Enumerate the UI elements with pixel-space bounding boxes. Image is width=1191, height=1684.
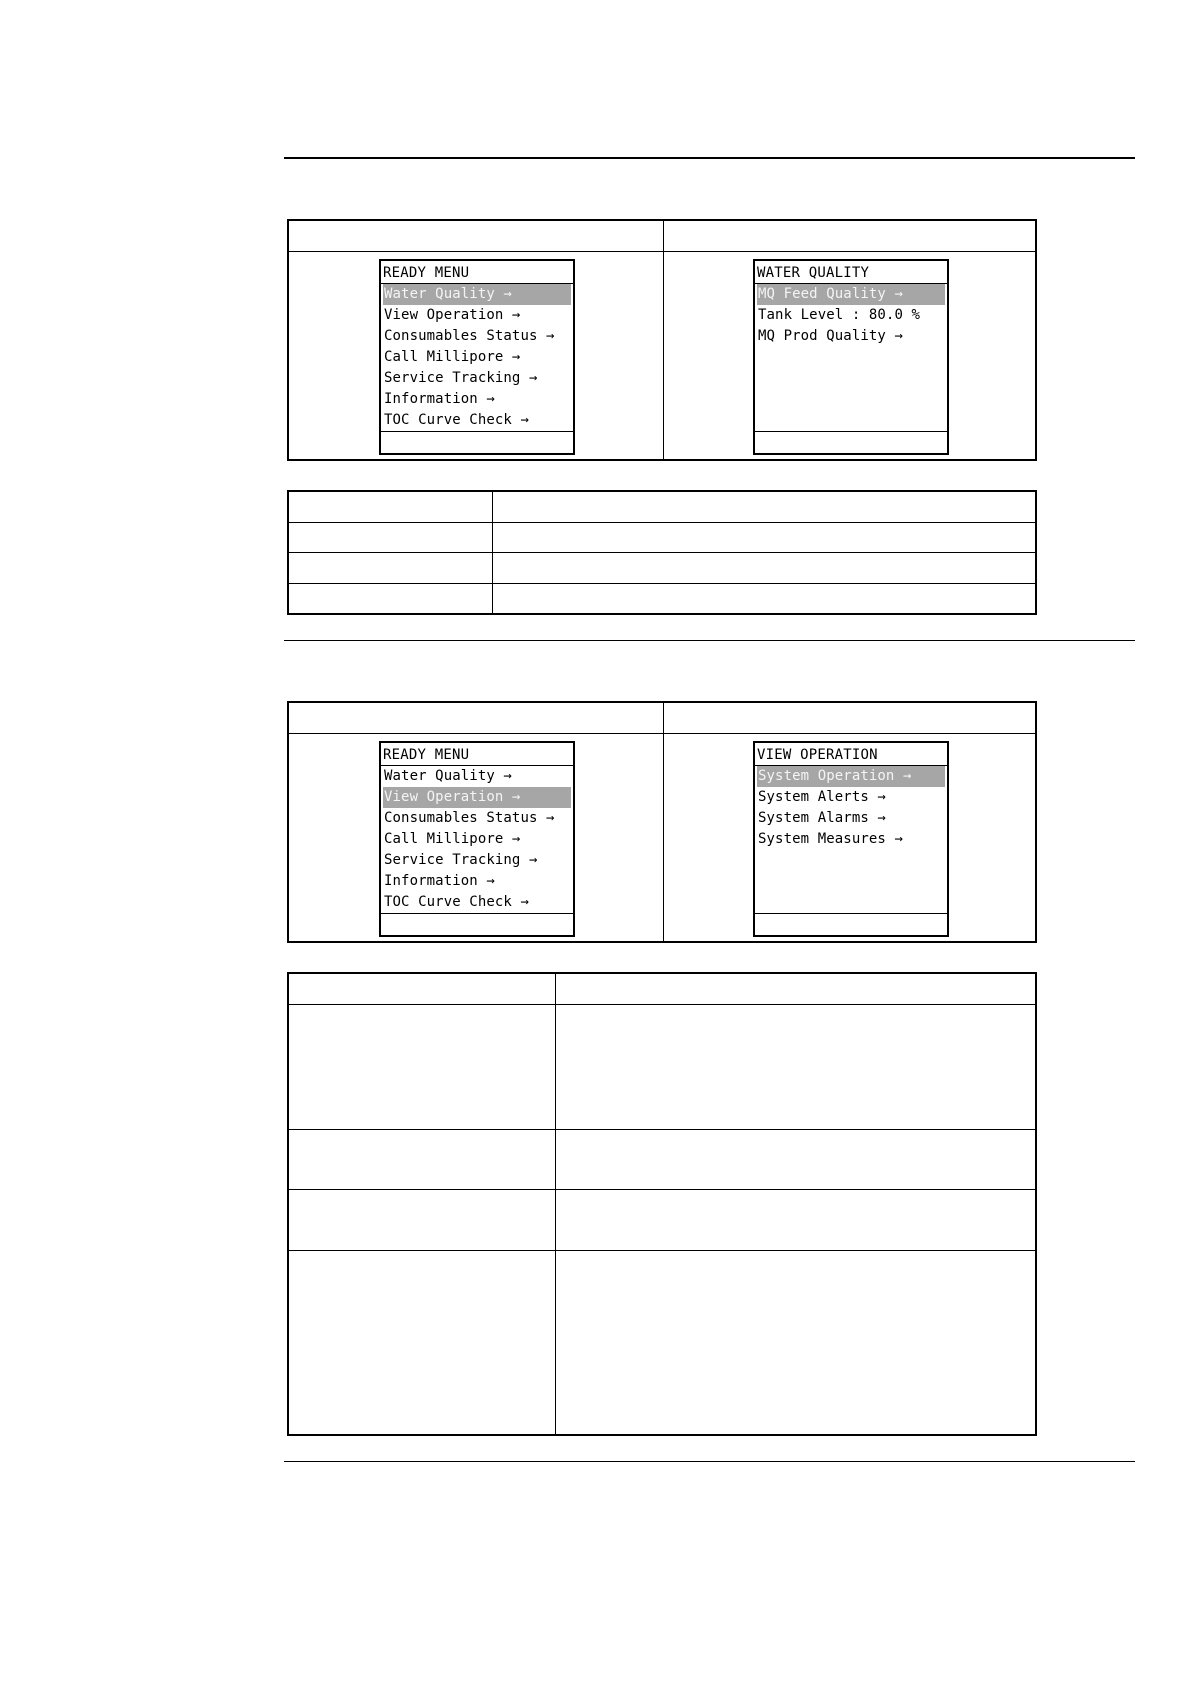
lcd-footer-divider <box>381 431 573 432</box>
lcd-title: VIEW OPERATION <box>757 747 878 763</box>
screens-table-1 <box>287 219 1037 461</box>
screens-table-header <box>289 221 1035 252</box>
lcd-footer-divider <box>381 913 573 914</box>
lcd-ready-menu <box>379 259 575 455</box>
lcd-footer-divider <box>755 913 947 914</box>
menu-item-call-millipore[interactable]: Call Millipore → <box>384 349 521 365</box>
screens-table-2 <box>287 701 1037 943</box>
menu-item-information[interactable]: Information → <box>384 873 495 889</box>
menu-item-tank-level: Tank Level : 80.0 % <box>758 307 921 323</box>
lcd-view-operation <box>753 741 949 937</box>
menu-item-water-quality[interactable]: Water Quality → <box>383 284 571 305</box>
lcd-footer-divider <box>755 431 947 432</box>
menu-item-call-millipore[interactable]: Call Millipore → <box>384 831 521 847</box>
table-row <box>289 974 1035 1005</box>
table-row <box>289 1251 1035 1434</box>
lcd-title: READY MENU <box>383 747 470 763</box>
bottom-rule <box>284 1461 1135 1462</box>
menu-item-service-tracking[interactable]: Service Tracking → <box>384 852 538 868</box>
menu-item-service-tracking[interactable]: Service Tracking → <box>384 370 538 386</box>
section-rule <box>284 640 1135 641</box>
table-row <box>289 584 1035 613</box>
column-divider <box>492 492 493 613</box>
menu-item-system-measures[interactable]: System Measures → <box>758 831 903 847</box>
lcd-ready-menu <box>379 741 575 937</box>
menu-item-system-alerts[interactable]: System Alerts → <box>758 789 886 805</box>
menu-item-view-operation[interactable]: View Operation → <box>384 307 521 323</box>
menu-item-view-operation[interactable]: View Operation → <box>383 787 571 808</box>
description-table-2 <box>287 972 1037 1436</box>
description-table-1 <box>287 490 1037 615</box>
menu-item-water-quality[interactable]: Water Quality → <box>384 768 512 784</box>
menu-item-system-operation[interactable]: System Operation → <box>757 766 945 787</box>
table-row <box>289 1190 1035 1251</box>
menu-item-information[interactable]: Information → <box>384 391 495 407</box>
column-divider <box>663 703 664 941</box>
menu-item-mq-feed-quality[interactable]: MQ Feed Quality → <box>757 284 945 305</box>
lcd-water-quality <box>753 259 949 455</box>
lcd-title: WATER QUALITY <box>757 265 870 281</box>
table-row <box>289 523 1035 553</box>
table-row <box>289 1005 1035 1130</box>
table-row <box>289 1130 1035 1190</box>
table-row <box>289 553 1035 584</box>
menu-item-toc-curve-check[interactable]: TOC Curve Check → <box>384 894 529 910</box>
lcd-title: READY MENU <box>383 265 470 281</box>
menu-item-consumables-status[interactable]: Consumables Status → <box>384 810 555 826</box>
table-row <box>289 492 1035 523</box>
column-divider <box>663 221 664 459</box>
column-divider <box>555 974 556 1434</box>
top-rule <box>284 157 1135 159</box>
menu-item-toc-curve-check[interactable]: TOC Curve Check → <box>384 412 529 428</box>
menu-item-system-alarms[interactable]: System Alarms → <box>758 810 886 826</box>
menu-item-consumables-status[interactable]: Consumables Status → <box>384 328 555 344</box>
menu-item-mq-prod-quality[interactable]: MQ Prod Quality → <box>758 328 903 344</box>
screens-table-header <box>289 703 1035 734</box>
